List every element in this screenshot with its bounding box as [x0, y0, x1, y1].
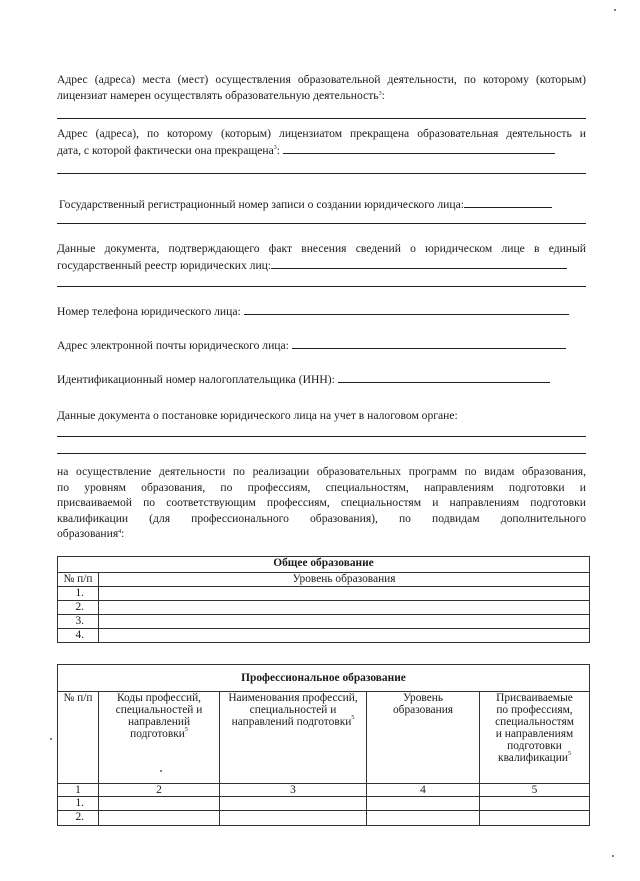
table-row: 1.: [58, 797, 590, 811]
table-index-row: 1 2 3 4 5: [58, 784, 590, 797]
address-fill-line[interactable]: [57, 118, 586, 119]
tax-registration-label: Данные документа о постановке юридического лица на учет в налоговом органе:: [57, 409, 458, 422]
scan-speck: [160, 770, 162, 772]
general-education-table: [57, 556, 590, 643]
table-row: 2.: [58, 811, 590, 826]
qualification-cell[interactable]: [480, 797, 590, 811]
tax-registration-fill-line-2[interactable]: [57, 453, 586, 454]
professional-col-qualification: Присваиваемые по профессиям, специальностям и направлениям подготовки квалификации$^5$: [480, 692, 590, 784]
state-registration-label: Государственный регистрационный номер записи о создании юридического лица:: [59, 196, 588, 213]
professional-col-level: Уровень образования: [367, 692, 480, 784]
registry-document-label: Данные документа, подтверждающего факт внесения сведений о юридическом лице в единый государственный реестр юридических лиц:: [57, 242, 586, 272]
inn-field[interactable]: [338, 371, 550, 383]
professional-education-table: [57, 664, 590, 826]
scan-speck: [50, 738, 52, 740]
state-registration-fill-line[interactable]: [57, 223, 586, 224]
professional-col-codes: Коды профессий, специальностей и направлений подготовки$^5$: [99, 692, 220, 784]
table-row: 2.: [58, 601, 590, 615]
scan-speck: [612, 855, 614, 857]
codes-cell[interactable]: [99, 797, 220, 811]
general-level-cell[interactable]: [99, 629, 590, 643]
qualification-cell[interactable]: [480, 811, 590, 826]
scan-speck: [614, 9, 616, 11]
general-level-cell[interactable]: [99, 601, 590, 615]
activity-paragraph: на осуществление деятельности по реализации образовательных программ по видам образования, по уровням образования, по профессиям, специальностям, направлениям подготовки и присваиваемой по соответствующим профессиям, специальностям и направлениям подготовки квалификации (для профессионального образования), по подвидам дополнительного образования$^4$:: [57, 465, 586, 540]
professional-table-title: Профессиональное образование: [58, 665, 590, 692]
termination-label: Адрес (адреса), по которому (которым) лицензиатом прекращена образовательная деятельность и дата, с которой фактически она прекращена$^3$:: [57, 127, 586, 157]
phone-field[interactable]: [244, 303, 569, 315]
table-row: 3.: [58, 615, 590, 629]
tax-registration-fill-line-1[interactable]: [57, 436, 586, 437]
address-label: Адрес (адреса) места (мест) осуществления образовательной деятельности, по которому (которым) лицензиат намерен осуществлять образовательную деятельность$^3$:: [57, 73, 586, 102]
professional-col-num: № п/п: [58, 692, 99, 784]
names-cell[interactable]: [220, 797, 367, 811]
professional-col-names: Наименования профессий, специальностей и направлений подготовки$^5$: [220, 692, 367, 784]
table-row: 4.: [58, 629, 590, 643]
table-row: 1.: [58, 587, 590, 601]
general-table-title: Общее образование: [58, 557, 590, 573]
level-cell[interactable]: [367, 811, 480, 826]
general-col-level: Уровень образования: [99, 573, 590, 587]
termination-date-field[interactable]: [283, 142, 555, 154]
level-cell[interactable]: [367, 797, 480, 811]
codes-cell[interactable]: [99, 811, 220, 826]
names-cell[interactable]: [220, 811, 367, 826]
registry-document-field[interactable]: [271, 257, 567, 269]
general-level-cell[interactable]: [99, 587, 590, 601]
email-label: Адрес электронной почты юридического лица:: [57, 337, 586, 354]
termination-fill-line[interactable]: [57, 173, 586, 174]
inn-label: Идентификационный номер налогоплательщика (ИНН):: [57, 371, 586, 388]
email-field[interactable]: [292, 337, 566, 349]
general-col-num: № п/п: [58, 573, 99, 587]
phone-label: Номер телефона юридического лица:: [57, 303, 586, 320]
general-level-cell[interactable]: [99, 615, 590, 629]
state-registration-field[interactable]: [464, 196, 552, 208]
registry-document-fill-line[interactable]: [57, 286, 586, 287]
